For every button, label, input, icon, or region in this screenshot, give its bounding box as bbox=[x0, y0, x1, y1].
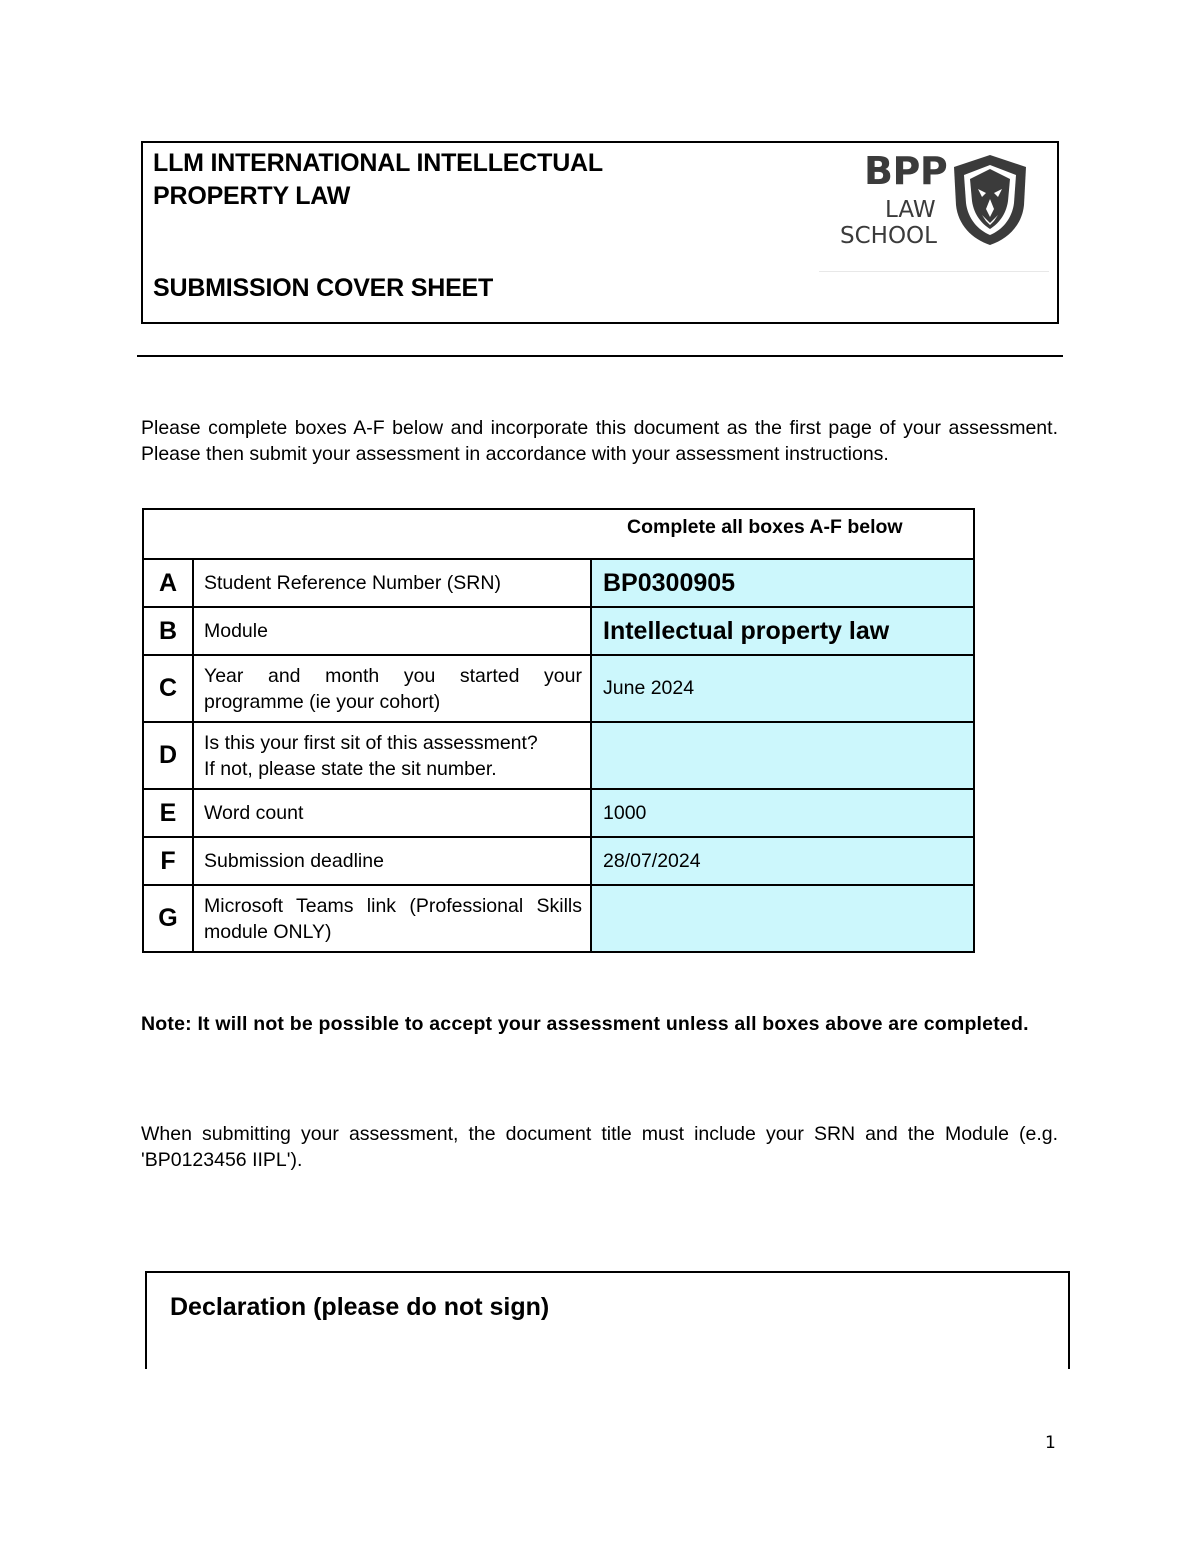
table-row bbox=[143, 607, 974, 655]
word-count-field[interactable]: 1000 bbox=[591, 789, 974, 837]
row-letter: B bbox=[143, 607, 193, 655]
teams-link-label: Microsoft Teams link (Professional Skills module ONLY) bbox=[193, 885, 591, 952]
completion-note: Note: It will not be possible to accept your assessment unless all boxes above are completed. bbox=[141, 1013, 1029, 1035]
srn-label: Student Reference Number (SRN) bbox=[193, 559, 591, 607]
table-row bbox=[143, 885, 974, 952]
deadline-label: Submission deadline bbox=[193, 837, 591, 885]
module-field[interactable]: Intellectual property law bbox=[591, 607, 974, 655]
cover-sheet-form bbox=[142, 508, 975, 953]
row-letter: F bbox=[143, 837, 193, 885]
title-line-1: LLM INTERNATIONAL INTELLECTUAL bbox=[153, 149, 603, 177]
declaration-box bbox=[145, 1271, 1070, 1369]
cohort-label: Year and month you started your programme (ie your cohort) bbox=[193, 655, 591, 722]
title-line-2: PROPERTY LAW bbox=[153, 182, 351, 210]
table-row bbox=[143, 722, 974, 789]
submission-instructions: When submitting your assessment, the document title must include your SRN and the Module (e.g. 'BP0123456 IIPL'). bbox=[141, 1123, 1058, 1171]
bpp-logo bbox=[819, 143, 1049, 272]
intro-paragraph: Please complete boxes A-F below and incorporate this document as the first page of your assessment. Please then submit your assessment in accordance with your assessment instructions. bbox=[141, 417, 1058, 465]
document-title bbox=[153, 147, 603, 213]
logo-text-law: LAW bbox=[885, 197, 936, 223]
page-number: 1 bbox=[1045, 1433, 1056, 1453]
row-letter: A bbox=[143, 559, 193, 607]
table-row bbox=[143, 837, 974, 885]
row-letter: C bbox=[143, 655, 193, 722]
logo-text-school: SCHOOL bbox=[840, 223, 937, 249]
table-header bbox=[143, 509, 974, 559]
first-sit-label-line-1: Is this your first sit of this assessment? bbox=[204, 731, 538, 754]
document-subtitle: SUBMISSION COVER SHEET bbox=[153, 274, 494, 302]
table-row bbox=[143, 655, 974, 722]
cohort-field[interactable]: June 2024 bbox=[591, 655, 974, 722]
srn-field[interactable]: BP0300905 bbox=[591, 559, 974, 607]
teams-link-field[interactable] bbox=[591, 885, 974, 952]
row-letter: E bbox=[143, 789, 193, 837]
horizontal-rule bbox=[137, 355, 1063, 357]
word-count-label: Word count bbox=[193, 789, 591, 837]
table-row bbox=[143, 559, 974, 607]
lion-shield-icon bbox=[952, 153, 1028, 247]
table-row bbox=[143, 789, 974, 837]
first-sit-field[interactable] bbox=[591, 722, 974, 789]
header-box bbox=[141, 141, 1059, 324]
logo-text-bpp: BPP bbox=[864, 149, 948, 193]
row-letter: G bbox=[143, 885, 193, 952]
deadline-field[interactable]: 28/07/2024 bbox=[591, 837, 974, 885]
declaration-title: Declaration (please do not sign) bbox=[170, 1293, 550, 1321]
table-header-text: Complete all boxes A-F below bbox=[627, 515, 903, 538]
first-sit-label bbox=[193, 722, 591, 789]
row-letter: D bbox=[143, 722, 193, 789]
module-label: Module bbox=[193, 607, 591, 655]
first-sit-label-line-2: If not, please state the sit number. bbox=[204, 757, 497, 780]
